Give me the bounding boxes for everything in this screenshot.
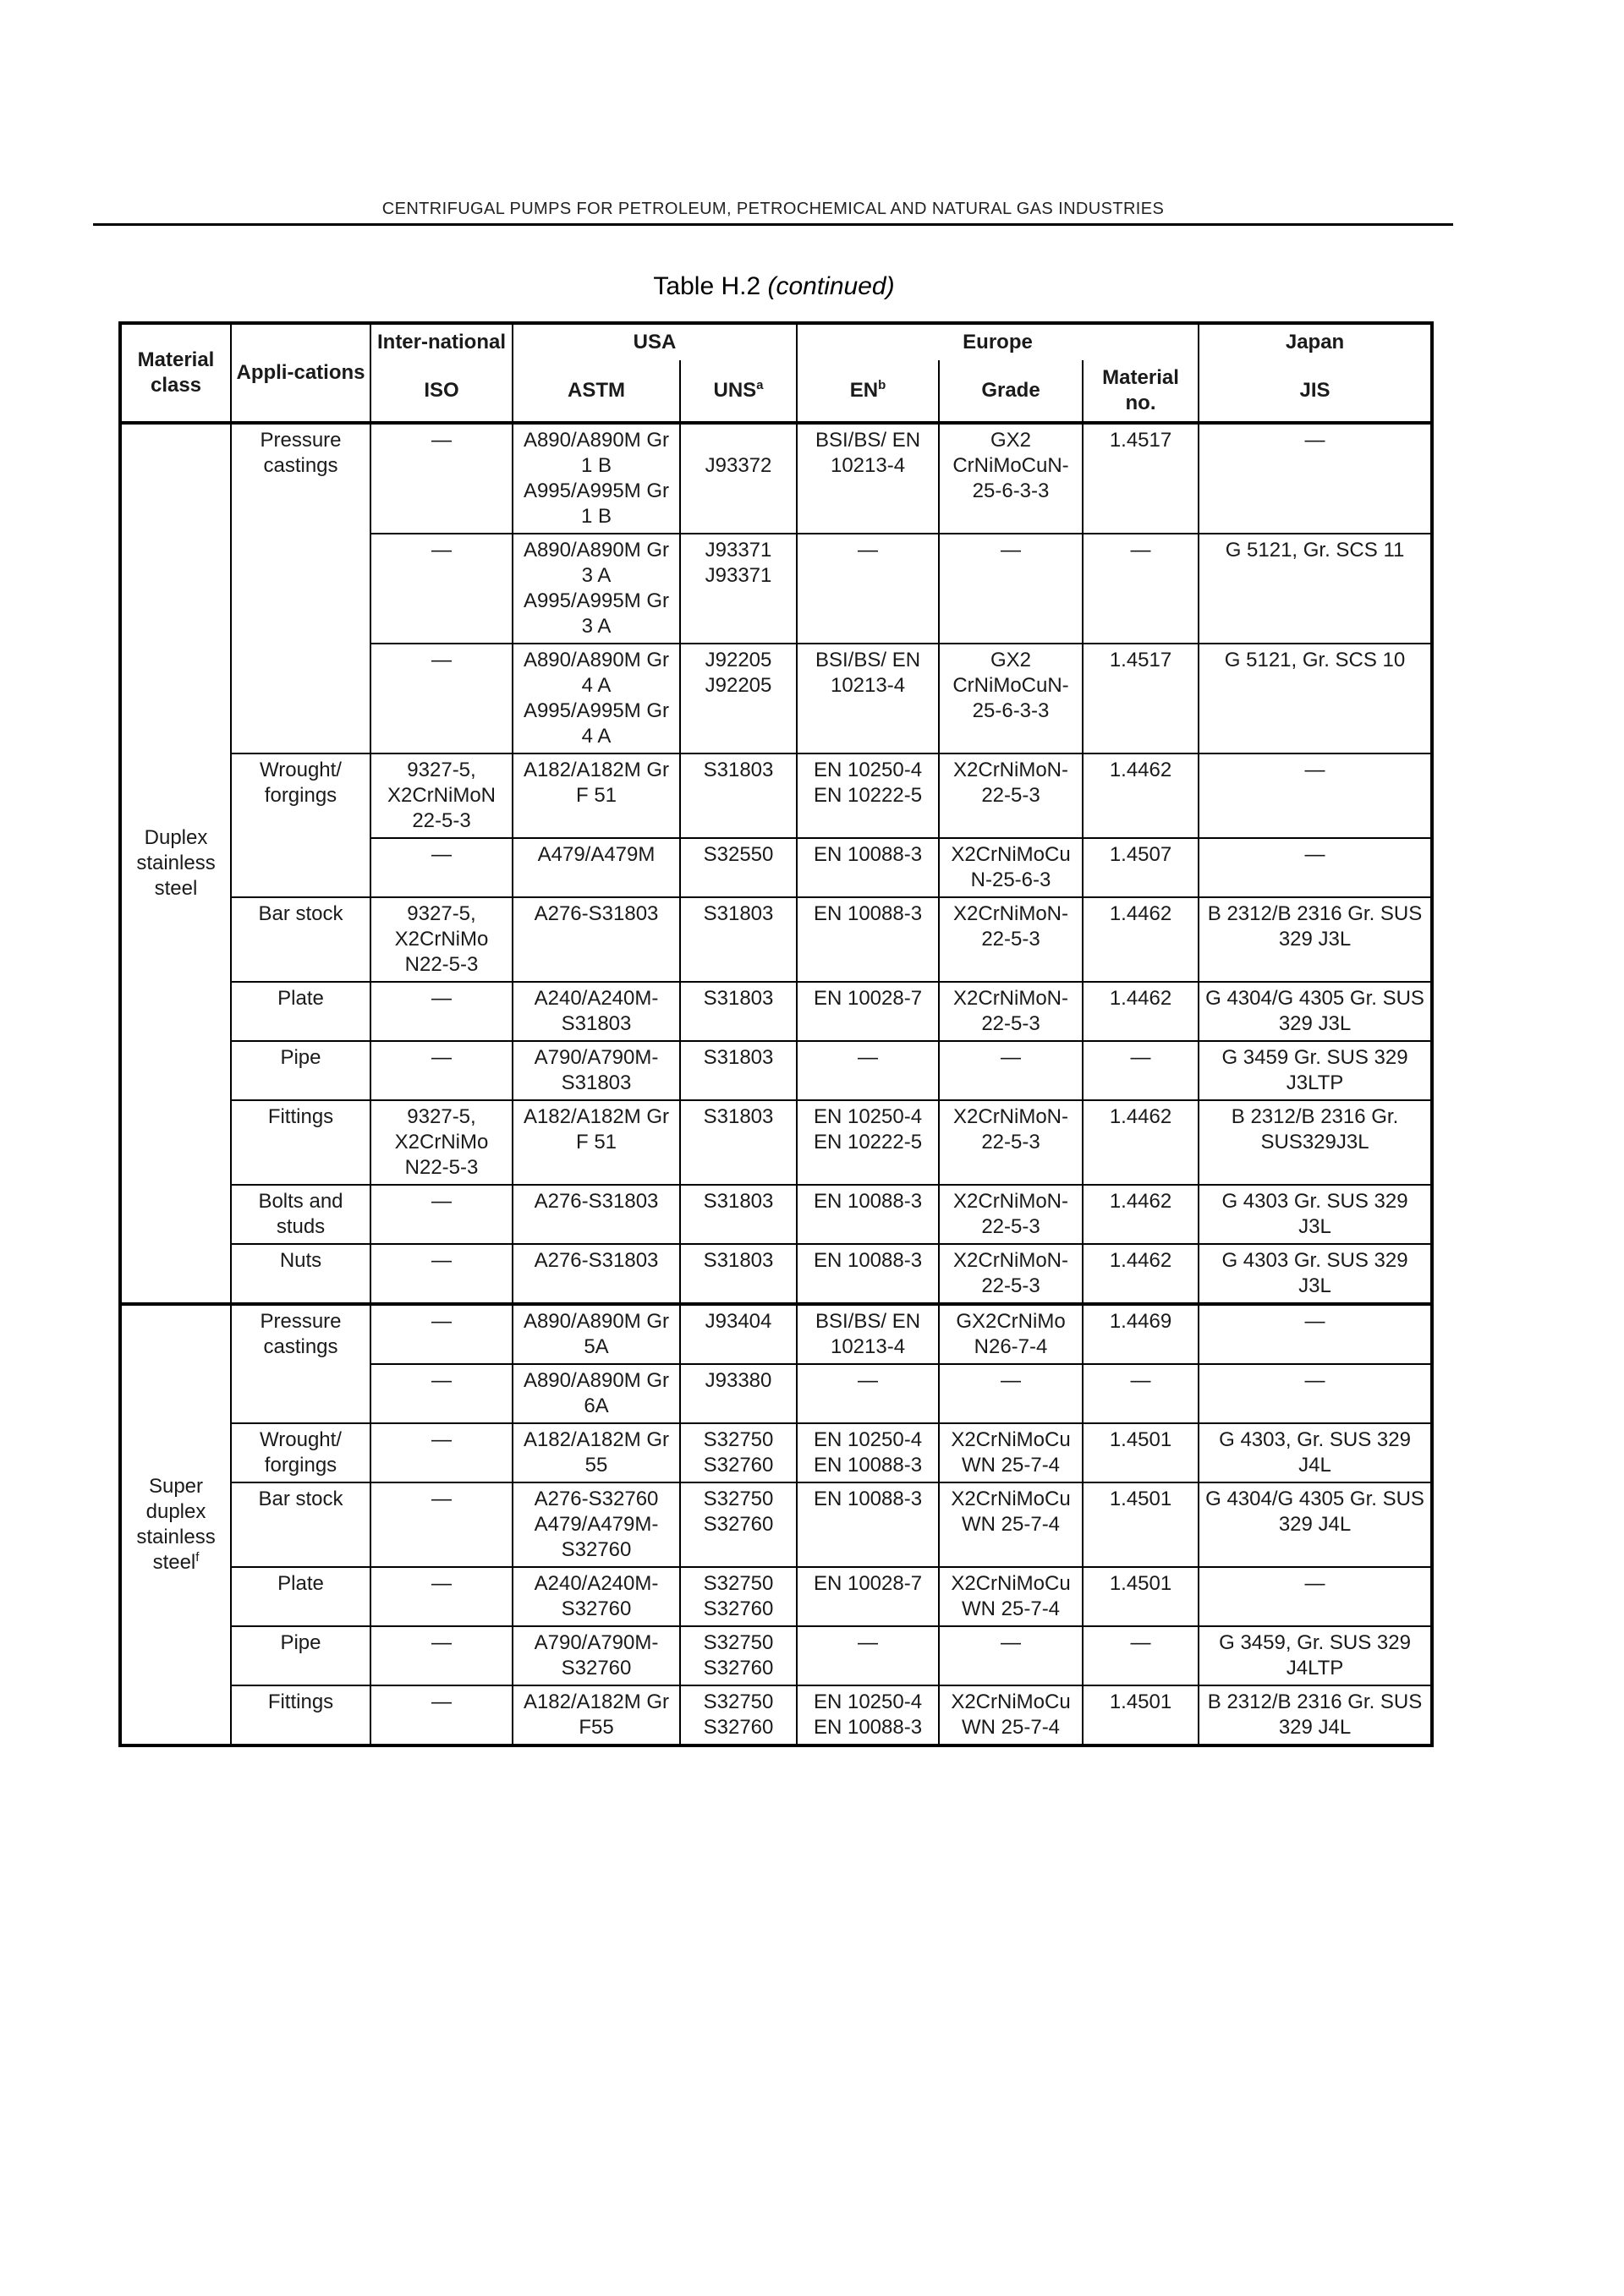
grade-cell	[939, 838, 1083, 897]
table-row	[120, 1482, 1432, 1567]
jis-cell: —	[1199, 753, 1432, 838]
application-cell: Bar stock	[231, 1482, 370, 1567]
iso-cell: —	[370, 1685, 513, 1745]
table-row	[120, 423, 1432, 534]
application-cell: Wrought/ forgings	[231, 753, 370, 897]
material-no-cell: 1.4501	[1083, 1685, 1199, 1745]
jis-cell: G 3459 Gr. SUS 329 J3LTP	[1199, 1041, 1432, 1100]
table-title-label: Table H.2	[653, 272, 761, 300]
iso-cell: —	[370, 1567, 513, 1626]
header-applications: Appli-cations	[231, 323, 370, 423]
grade-cell	[939, 1626, 1083, 1685]
running-header: CENTRIFUGAL PUMPS FOR PETROLEUM, PETROCHEMICAL AND NATURAL GAS INDUSTRIES	[381, 200, 1165, 218]
grade-cell-line: X2CrNiMoN-22-5-3	[953, 987, 1069, 1035]
astm-cell-line: A479/A479M-S32760	[534, 1513, 659, 1561]
jis-cell: G 4303 Gr. SUS 329 J3L	[1199, 1185, 1432, 1244]
en-cell	[797, 838, 939, 897]
material-no-cell: 1.4462	[1083, 1244, 1199, 1304]
grade-cell	[939, 1482, 1083, 1567]
astm-cell-line: A890/A890M Gr 6A	[523, 1369, 670, 1417]
astm-cell-line: A479/A479M	[537, 843, 656, 866]
uns-cell	[680, 1304, 797, 1364]
iso-cell: —	[370, 1244, 513, 1304]
grade-cell	[939, 982, 1083, 1041]
grade-cell	[939, 1685, 1083, 1745]
en-cell-line: EN 10028-7	[813, 1572, 923, 1595]
header-grade: Grade	[939, 360, 1083, 423]
header-uns	[680, 360, 797, 423]
astm-cell	[513, 1423, 680, 1482]
en-cell-line: —	[858, 539, 879, 562]
material-class-note: f	[195, 1550, 200, 1564]
en-cell	[797, 1626, 939, 1685]
table-row	[120, 1185, 1432, 1244]
iso-cell: 9327-5, X2CrNiMoN 22-5-3	[370, 753, 513, 838]
astm-cell-line: A240/A240M-S31803	[534, 987, 659, 1035]
header-en-note: b	[878, 378, 886, 392]
en-cell-line: EN 10250-4	[813, 1105, 923, 1128]
iso-cell: —	[370, 1364, 513, 1423]
iso-cell: —	[370, 1482, 513, 1567]
table-title	[118, 272, 1429, 301]
en-cell	[797, 1364, 939, 1423]
astm-cell	[513, 897, 680, 982]
material-no-cell: 1.4462	[1083, 1100, 1199, 1185]
uns-cell	[680, 753, 797, 838]
uns-cell-line: J92205	[705, 674, 772, 697]
table-row	[120, 1626, 1432, 1685]
jis-cell: B 2312/B 2316 Gr. SUS 329 J4L	[1199, 1685, 1432, 1745]
grade-cell-line: X2CrNiMoN-22-5-3	[953, 902, 1069, 951]
astm-cell	[513, 1100, 680, 1185]
uns-cell	[680, 1482, 797, 1567]
jis-cell: —	[1199, 423, 1432, 534]
uns-cell	[680, 1685, 797, 1745]
uns-cell	[680, 423, 797, 534]
grade-cell-line: —	[1001, 1369, 1022, 1392]
table-row	[120, 982, 1432, 1041]
en-cell-line: BSI/BS/ EN 10213-4	[815, 1310, 921, 1358]
material-no-cell: 1.4501	[1083, 1423, 1199, 1482]
uns-cell	[680, 1100, 797, 1185]
application-cell: Bar stock	[231, 897, 370, 982]
en-cell-line: —	[858, 1046, 879, 1069]
en-cell	[797, 1244, 939, 1304]
en-cell	[797, 1685, 939, 1745]
material-no-cell: —	[1083, 1626, 1199, 1685]
en-cell	[797, 1041, 939, 1100]
table-body	[120, 423, 1432, 1745]
table-row	[120, 1244, 1432, 1304]
application-cell: Pressure castings	[231, 1304, 370, 1423]
astm-cell-line: A182/A182M Gr F 51	[523, 759, 670, 807]
table-row	[120, 1567, 1432, 1626]
grade-cell-line: —	[1001, 1631, 1022, 1654]
astm-cell	[513, 982, 680, 1041]
uns-cell	[680, 1567, 797, 1626]
en-cell-line: EN 10088-3	[813, 843, 923, 866]
en-cell-line: —	[858, 1631, 879, 1654]
material-no-cell: 1.4501	[1083, 1567, 1199, 1626]
uns-cell-line: S31803	[703, 1046, 774, 1069]
uns-cell	[680, 897, 797, 982]
en-cell-line: EN 10250-4	[813, 1428, 923, 1451]
en-cell	[797, 644, 939, 753]
astm-cell-line: A276-S31803	[534, 902, 659, 925]
uns-cell	[680, 982, 797, 1041]
en-cell	[797, 1423, 939, 1482]
uns-cell-line: S32750	[703, 1690, 774, 1713]
en-cell	[797, 1482, 939, 1567]
application-cell: Plate	[231, 982, 370, 1041]
uns-cell	[680, 1041, 797, 1100]
uns-cell-line: S32760	[703, 1513, 774, 1536]
header-europe: Europe	[797, 323, 1199, 360]
en-cell-line: EN 10250-4	[813, 1690, 923, 1713]
en-cell-line: BSI/BS/ EN 10213-4	[815, 649, 921, 697]
astm-cell	[513, 1482, 680, 1567]
application-cell: Plate	[231, 1567, 370, 1626]
table-row	[120, 1423, 1432, 1482]
en-cell	[797, 1567, 939, 1626]
application-cell: Fittings	[231, 1100, 370, 1185]
materials-table	[118, 321, 1434, 1747]
astm-cell-line: A276-S32760	[534, 1488, 659, 1510]
iso-cell: —	[370, 1626, 513, 1685]
uns-cell	[680, 534, 797, 644]
en-cell	[797, 423, 939, 534]
uns-cell-line: S32550	[703, 843, 774, 866]
application-cell: Fittings	[231, 1685, 370, 1745]
iso-cell: 9327-5, X2CrNiMo N22-5-3	[370, 1100, 513, 1185]
en-cell	[797, 982, 939, 1041]
iso-cell: —	[370, 1423, 513, 1482]
astm-cell-line: A182/A182M Gr 55	[523, 1428, 670, 1477]
grade-cell-line: X2CrNiMoCu WN 25-7-4	[951, 1488, 1071, 1536]
iso-cell: —	[370, 644, 513, 753]
en-cell-line: EN 10088-3	[813, 1190, 923, 1213]
grade-cell	[939, 1304, 1083, 1364]
header-usa: USA	[513, 323, 797, 360]
table-row	[120, 897, 1432, 982]
astm-cell-line: A890/A890M Gr 1 B	[523, 429, 670, 477]
iso-cell: —	[370, 1041, 513, 1100]
uns-cell-line: S31803	[703, 1249, 774, 1272]
grade-cell-line: X2CrNiMoN-22-5-3	[953, 759, 1069, 807]
table-row	[120, 1041, 1432, 1100]
en-cell	[797, 1304, 939, 1364]
header-en	[797, 360, 939, 423]
uns-cell-line: S31803	[703, 759, 774, 781]
astm-cell	[513, 1041, 680, 1100]
application-cell: Bolts and studs	[231, 1185, 370, 1244]
astm-cell-line: A182/A182M Gr F55	[523, 1690, 670, 1739]
astm-cell	[513, 1626, 680, 1685]
grade-cell	[939, 1423, 1083, 1482]
material-no-cell: —	[1083, 534, 1199, 644]
material-no-cell: 1.4507	[1083, 838, 1199, 897]
uns-cell-line: S32760	[703, 1454, 774, 1477]
grade-cell	[939, 1364, 1083, 1423]
grade-cell	[939, 1244, 1083, 1304]
uns-cell	[680, 1244, 797, 1304]
jis-cell: G 3459, Gr. SUS 329 J4LTP	[1199, 1626, 1432, 1685]
astm-cell-line: A995/A995M Gr 3 A	[523, 589, 670, 638]
material-no-cell: 1.4501	[1083, 1482, 1199, 1567]
en-cell-line: EN 10222-5	[813, 1131, 923, 1153]
uns-cell	[680, 644, 797, 753]
en-cell-line: BSI/BS/ EN 10213-4	[815, 429, 921, 477]
grade-cell-line: X2CrNiMoCu WN 25-7-4	[951, 1690, 1071, 1739]
uns-cell-line: S32760	[703, 1716, 774, 1739]
header-iso: ISO	[370, 360, 513, 423]
jis-cell: G 4304/G 4305 Gr. SUS 329 J3L	[1199, 982, 1432, 1041]
jis-cell: —	[1199, 838, 1432, 897]
uns-cell-line	[685, 428, 792, 453]
table-row	[120, 1100, 1432, 1185]
material-no-cell: 1.4462	[1083, 982, 1199, 1041]
grade-cell	[939, 1041, 1083, 1100]
header-en-label: EN	[849, 379, 879, 402]
table-title-note: (continued)	[767, 272, 895, 300]
iso-cell: 9327-5, X2CrNiMo N22-5-3	[370, 897, 513, 982]
grade-cell-line: X2CrNiMoCu WN 25-7-4	[951, 1428, 1071, 1477]
material-class-label: Duplex stainless steel	[136, 826, 216, 900]
uns-cell-line: S31803	[703, 1105, 774, 1128]
uns-cell	[680, 838, 797, 897]
grade-cell	[939, 753, 1083, 838]
application-cell: Nuts	[231, 1244, 370, 1304]
astm-cell-line: A240/A240M-S32760	[534, 1572, 659, 1620]
uns-cell-line: S31803	[703, 1190, 774, 1213]
iso-cell: —	[370, 1185, 513, 1244]
uns-cell-line: S31803	[703, 987, 774, 1010]
en-cell	[797, 753, 939, 838]
uns-cell	[680, 1364, 797, 1423]
header-material-no: Material no.	[1083, 360, 1199, 423]
en-cell-line: EN 10088-3	[813, 1716, 923, 1739]
material-no-cell: —	[1083, 1364, 1199, 1423]
grade-cell	[939, 423, 1083, 534]
material-no-cell: —	[1083, 1041, 1199, 1100]
uns-cell-line: S32750	[703, 1428, 774, 1451]
grade-cell	[939, 1567, 1083, 1626]
astm-cell	[513, 1304, 680, 1364]
astm-cell	[513, 1567, 680, 1626]
jis-cell: —	[1199, 1364, 1432, 1423]
astm-cell-line: A790/A790M-S31803	[534, 1046, 659, 1094]
jis-cell: G 5121, Gr. SCS 11	[1199, 534, 1432, 644]
astm-cell-line: A790/A790M-S32760	[534, 1631, 659, 1680]
uns-cell-line: S32750	[703, 1572, 774, 1595]
header-uns-note: a	[756, 378, 764, 392]
grade-cell-line: X2CrNiMoN-22-5-3	[953, 1190, 1069, 1238]
application-cell: Wrought/ forgings	[231, 1423, 370, 1482]
uns-cell	[680, 1626, 797, 1685]
material-no-cell: 1.4469	[1083, 1304, 1199, 1364]
astm-cell-line: A995/A995M Gr 4 A	[523, 699, 670, 748]
astm-cell	[513, 644, 680, 753]
en-cell	[797, 1185, 939, 1244]
material-no-cell: 1.4517	[1083, 423, 1199, 534]
en-cell-line: EN 10028-7	[813, 987, 923, 1010]
iso-cell: —	[370, 982, 513, 1041]
uns-cell-line: J93404	[705, 1310, 772, 1333]
grade-cell	[939, 644, 1083, 753]
en-cell	[797, 897, 939, 982]
astm-cell-line: A890/A890M Gr 5A	[523, 1310, 670, 1358]
astm-cell	[513, 423, 680, 534]
grade-cell	[939, 1100, 1083, 1185]
jis-cell: G 5121, Gr. SCS 10	[1199, 644, 1432, 753]
jis-cell: G 4303 Gr. SUS 329 J3L	[1199, 1244, 1432, 1304]
application-cell: Pipe	[231, 1041, 370, 1100]
jis-cell: G 4304/G 4305 Gr. SUS 329 J4L	[1199, 1482, 1432, 1567]
en-cell-line: —	[858, 1369, 879, 1392]
uns-cell-line: S32760	[703, 1597, 774, 1620]
en-cell-line: EN 10088-3	[813, 1454, 923, 1477]
uns-cell	[680, 1423, 797, 1482]
grade-cell-line: X2CrNiMoN-22-5-3	[953, 1249, 1069, 1297]
material-no-cell: 1.4462	[1083, 897, 1199, 982]
header-astm: ASTM	[513, 360, 680, 423]
jis-cell: B 2312/B 2316 Gr. SUS329J3L	[1199, 1100, 1432, 1185]
grade-cell-line: X2CrNiMoCu N-25-6-3	[951, 843, 1071, 891]
jis-cell: B 2312/B 2316 Gr. SUS 329 J3L	[1199, 897, 1432, 982]
header-jis: JIS	[1199, 360, 1432, 423]
uns-cell-line: J93372	[705, 454, 772, 477]
en-cell-line: EN 10088-3	[813, 1488, 923, 1510]
iso-cell: —	[370, 423, 513, 534]
uns-cell	[680, 1185, 797, 1244]
uns-cell-line: S32750	[703, 1488, 774, 1510]
iso-cell: —	[370, 838, 513, 897]
grade-cell-line: X2CrNiMoN-22-5-3	[953, 1105, 1069, 1153]
material-class-label: Super duplex stainless steel	[136, 1475, 216, 1574]
uns-cell-line: S32750	[703, 1631, 774, 1654]
astm-cell-line: A890/A890M Gr 3 A	[523, 539, 670, 587]
table-row	[120, 1685, 1432, 1745]
application-cell: Pipe	[231, 1626, 370, 1685]
astm-cell-line: A995/A995M Gr 1 B	[523, 479, 670, 528]
grade-cell-line: GX2 CrNiMoCuN-25-6-3-3	[952, 429, 1069, 502]
astm-cell	[513, 534, 680, 644]
header-uns-label: UNS	[713, 379, 757, 402]
en-cell	[797, 1100, 939, 1185]
jis-cell: G 4303, Gr. SUS 329 J4L	[1199, 1423, 1432, 1482]
uns-cell-line: S31803	[703, 902, 774, 925]
header-material-class: Material class	[120, 323, 231, 423]
en-cell-line: EN 10088-3	[813, 902, 923, 925]
en-cell	[797, 534, 939, 644]
astm-cell	[513, 1185, 680, 1244]
iso-cell: —	[370, 534, 513, 644]
astm-cell	[513, 838, 680, 897]
header-international: Inter-national	[370, 323, 513, 360]
jis-cell: —	[1199, 1304, 1432, 1364]
grade-cell	[939, 534, 1083, 644]
material-no-cell: 1.4462	[1083, 753, 1199, 838]
astm-cell-line: A276-S31803	[534, 1190, 659, 1213]
uns-cell-line: J93371	[705, 564, 772, 587]
astm-cell-line: A890/A890M Gr 4 A	[523, 649, 670, 697]
astm-cell	[513, 1364, 680, 1423]
astm-cell-line: A182/A182M Gr F 51	[523, 1105, 670, 1153]
table-row	[120, 753, 1432, 838]
grade-cell-line: —	[1001, 1046, 1022, 1069]
astm-cell	[513, 1244, 680, 1304]
uns-cell-line: J93371	[705, 539, 772, 562]
grade-cell	[939, 897, 1083, 982]
iso-cell: —	[370, 1304, 513, 1364]
application-cell: Pressure castings	[231, 423, 370, 753]
astm-cell	[513, 753, 680, 838]
en-cell-line: EN 10250-4	[813, 759, 923, 781]
grade-cell-line: —	[1001, 539, 1022, 562]
grade-cell-line: GX2CrNiMo N26-7-4	[956, 1310, 1066, 1358]
grade-cell-line: GX2 CrNiMoCuN-25-6-3-3	[952, 649, 1069, 722]
grade-cell-line: X2CrNiMoCu WN 25-7-4	[951, 1572, 1071, 1620]
astm-cell-line: A276-S31803	[534, 1249, 659, 1272]
astm-cell	[513, 1685, 680, 1745]
grade-cell	[939, 1185, 1083, 1244]
en-cell-line: EN 10088-3	[813, 1249, 923, 1272]
header-rule	[93, 223, 1453, 226]
header-japan: Japan	[1199, 323, 1432, 360]
material-class-cell	[120, 1304, 231, 1745]
material-no-cell: 1.4517	[1083, 644, 1199, 753]
jis-cell: —	[1199, 1567, 1432, 1626]
uns-cell-line: S32760	[703, 1657, 774, 1680]
uns-cell-line: J93380	[705, 1369, 772, 1392]
en-cell-line: EN 10222-5	[813, 784, 923, 807]
material-no-cell: 1.4462	[1083, 1185, 1199, 1244]
material-class-cell	[120, 423, 231, 1304]
uns-cell-line: J92205	[705, 649, 772, 671]
table-row	[120, 1304, 1432, 1364]
